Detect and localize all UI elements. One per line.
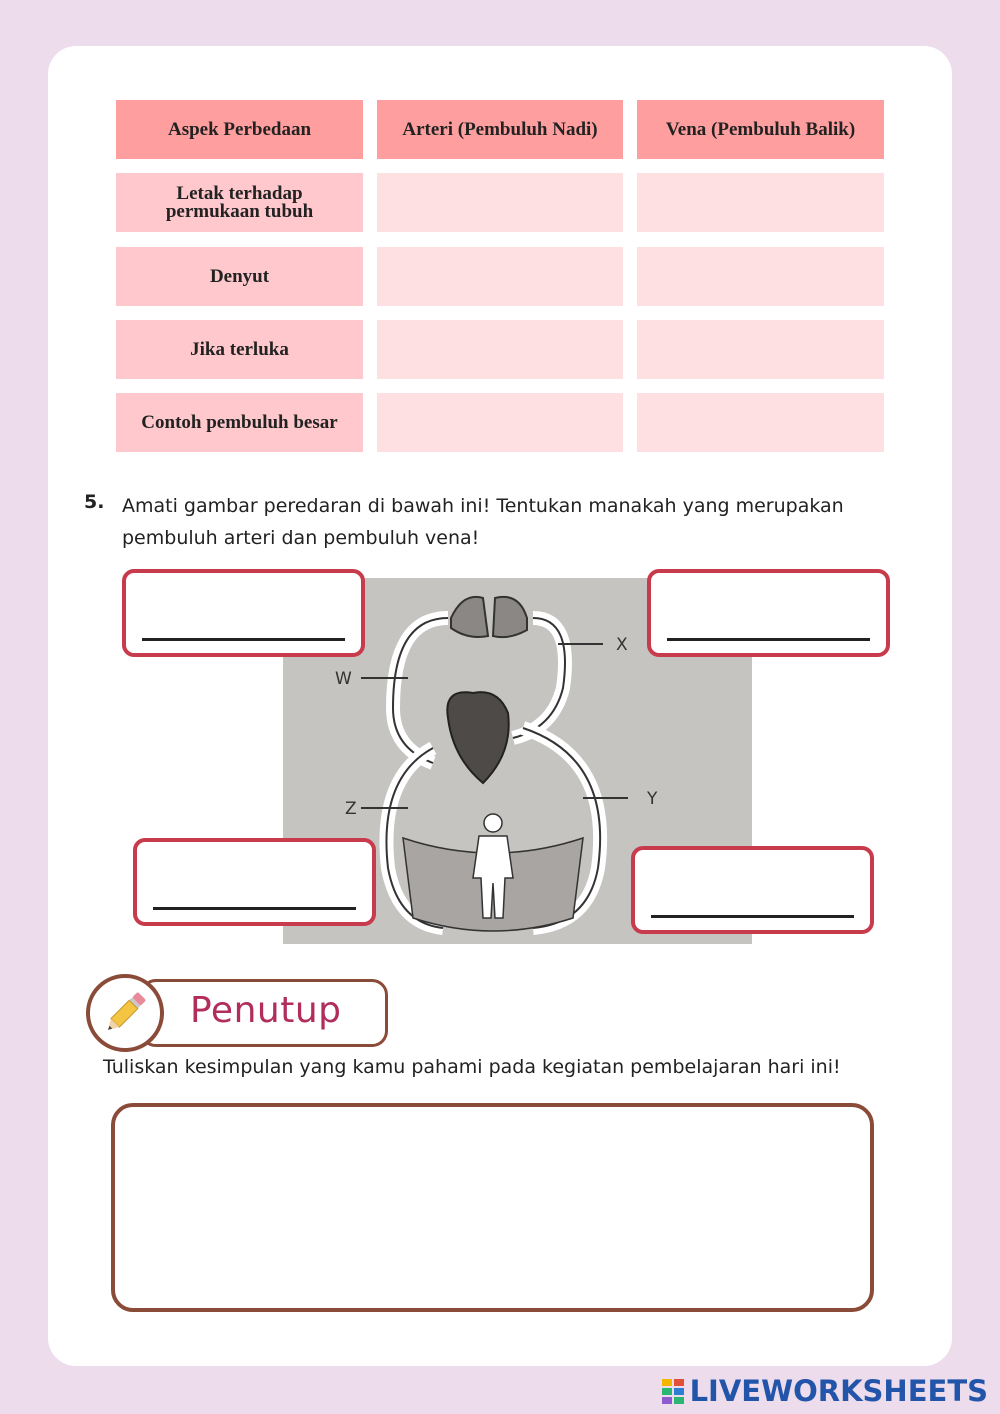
header-aspek-label: Aspek Perbedaan	[167, 118, 312, 140]
label-z: Z	[345, 799, 357, 819]
label-y: Y	[647, 789, 658, 809]
header-vena	[637, 100, 884, 159]
answer-cell-denyut-vena[interactable]	[637, 247, 884, 306]
answer-cell-terluka-vena[interactable]	[637, 320, 884, 379]
row-contoh-label	[116, 393, 363, 452]
closing-title: Penutup	[190, 990, 342, 1031]
answer-cell-letak-vena[interactable]	[637, 173, 884, 232]
answer-box-y[interactable]	[631, 846, 874, 934]
conclusion-answer-box[interactable]	[111, 1103, 874, 1312]
label-x: X	[616, 635, 628, 655]
row-letak-label	[116, 173, 363, 232]
liveworksheets-brand	[662, 1374, 988, 1408]
row-terluka-text: Jika terluka	[190, 338, 289, 360]
answer-cell-contoh-arteri[interactable]	[377, 393, 623, 452]
header-vena-label: Vena (Pembuluh Balik)	[665, 118, 856, 140]
answer-cell-letak-arteri[interactable]	[377, 173, 623, 232]
row-letak-line2: permukaan tubuh	[165, 200, 314, 222]
answer-cell-contoh-vena[interactable]	[637, 393, 884, 452]
liveworksheets-logo-icon	[662, 1377, 686, 1405]
pencil-icon	[86, 974, 164, 1052]
label-w: W	[335, 669, 352, 689]
header-aspek	[116, 100, 363, 159]
closing-instruction: Tuliskan kesimpulan yang kamu pahami pada kegiatan pembelajaran hari ini!	[103, 1056, 841, 1078]
answer-line-w	[142, 638, 345, 641]
row-terluka-label	[116, 320, 363, 379]
header-arteri-label: Arteri (Pembuluh Nadi)	[402, 118, 598, 140]
question-text: Amati gambar peredaran di bawah ini! Tentukan manakah yang merupakan pembuluh arteri dan pembuluh vena!	[122, 495, 844, 549]
brand-name: LIVEWORKSHEETS	[689, 1374, 988, 1408]
answer-box-z[interactable]	[133, 838, 376, 926]
answer-line-x	[667, 638, 870, 641]
answer-box-x[interactable]	[647, 569, 890, 657]
answer-cell-denyut-arteri[interactable]	[377, 247, 623, 306]
answer-line-y	[651, 915, 854, 918]
answer-box-w[interactable]	[122, 569, 365, 657]
answer-line-z	[153, 907, 356, 910]
row-denyut-label	[116, 247, 363, 306]
header-arteri	[377, 100, 623, 159]
row-letak-line1: Letak terhadap	[176, 182, 303, 204]
answer-cell-terluka-arteri[interactable]	[377, 320, 623, 379]
row-contoh-text: Contoh pembuluh besar	[141, 411, 338, 433]
question-number: 5.	[84, 491, 105, 513]
row-denyut-text: Denyut	[209, 265, 270, 287]
